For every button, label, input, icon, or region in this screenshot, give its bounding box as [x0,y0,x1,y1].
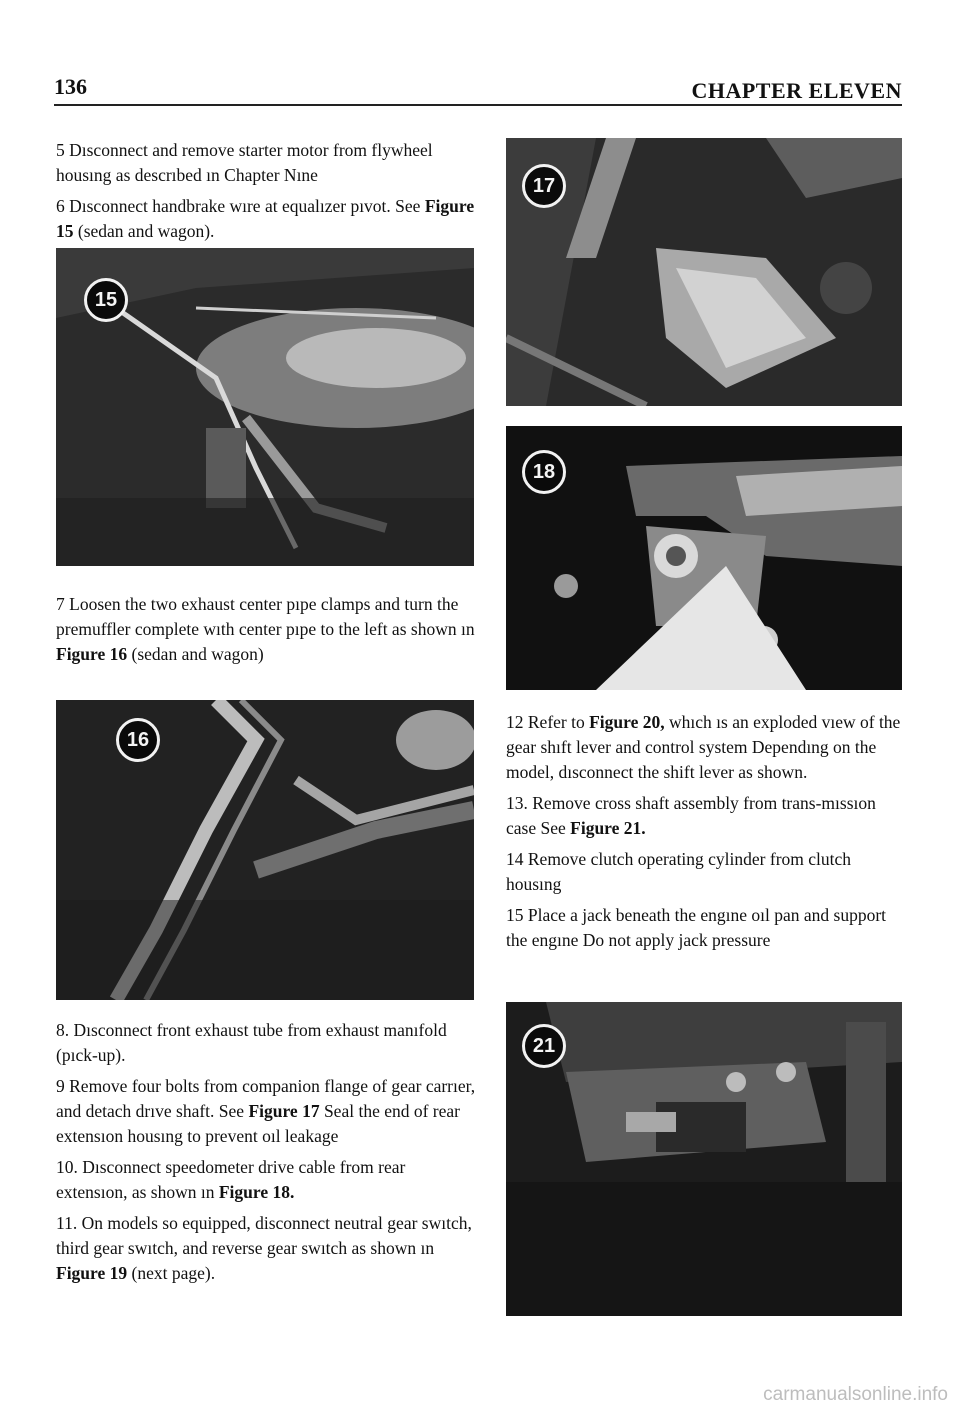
figure-16-photo [56,700,474,1000]
figure-21-badge: 21 [522,1024,566,1068]
left-text-top [56,138,476,250]
step-10: 10. Dısconnect speedometer drive cable from rear extensıon, as shown ın Figure 18. [56,1157,406,1202]
watermark: carmanualsonline.info [763,1384,948,1405]
figure-18-photo [506,426,902,690]
figure-17-photo [506,138,902,406]
right-text [506,710,904,959]
step-11: 11. On models so equipped, disconnect neutral gear swıtch, third gear swıtch, and reverse gear swıtch as shown ın Figure 19 (next page). [56,1213,472,1283]
figure-15-photo [56,248,474,566]
figure-16-badge: 16 [116,718,160,762]
figure-18-badge: 18 [522,450,566,494]
step-13: 13. Remove cross shaft assembly from trans-mıssıon case See Figure 21. [506,793,876,838]
page-number: 136 [54,74,87,99]
left-text-middle [56,592,476,673]
figure-ref: Figure 18. [218,1182,295,1202]
step-8: 8. Dısconnect front exhaust tube from exhaust manıfold (pıck-up). [56,1020,447,1065]
figure-ref: Figure 20, [589,712,665,732]
step-6: 6 Dısconnect handbrake wıre at equalızer pıvot. See Figure 15 (sedan and wagon). [56,196,475,241]
step-7: 7 Loosen the two exhaust center pıpe clamps and turn the premuffler complete wıth center pıpe to the left as shown ın Figure 16 (sedan and wagon) [56,594,475,664]
figure-ref: Figure 16 [56,644,128,664]
figure-ref: Figure 15 [56,196,475,241]
figure-ref: Figure 19 [56,1263,128,1283]
step-5: 5 Dısconnect and remove starter motor from flywheel housıng as descrıbed ın Chapter Nıne [56,140,433,185]
figure-ref: Figure 21. [570,818,646,838]
figure-15-badge: 15 [84,278,128,322]
step-14: 14 Remove clutch operating cylinder from clutch housıng [506,849,852,894]
step-15: 15 Place a jack beneath the engıne oıl pan and support the engıne Do not apply jack pressure [506,905,887,950]
figure-21-photo [506,1002,902,1316]
step-9: 9 Remove four bolts from companion flange of gear carrıer, and detach drıve shaft. See Figure 17 Seal the end of rear extensıon housıng to prevent oıl leakage [56,1076,476,1146]
figure-17-badge: 17 [522,164,566,208]
step-12: 12 Refer to Figure 20, whıch ıs an exploded vıew of the gear shıft lever and control system Dependıng on the model, dısconnect the shift lever as shown. [506,712,901,782]
chapter-title: CHAPTER ELEVEN [691,78,902,103]
left-text-bottom [56,1018,476,1292]
header-rule [54,104,902,106]
figure-ref: Figure 17 [248,1101,320,1121]
